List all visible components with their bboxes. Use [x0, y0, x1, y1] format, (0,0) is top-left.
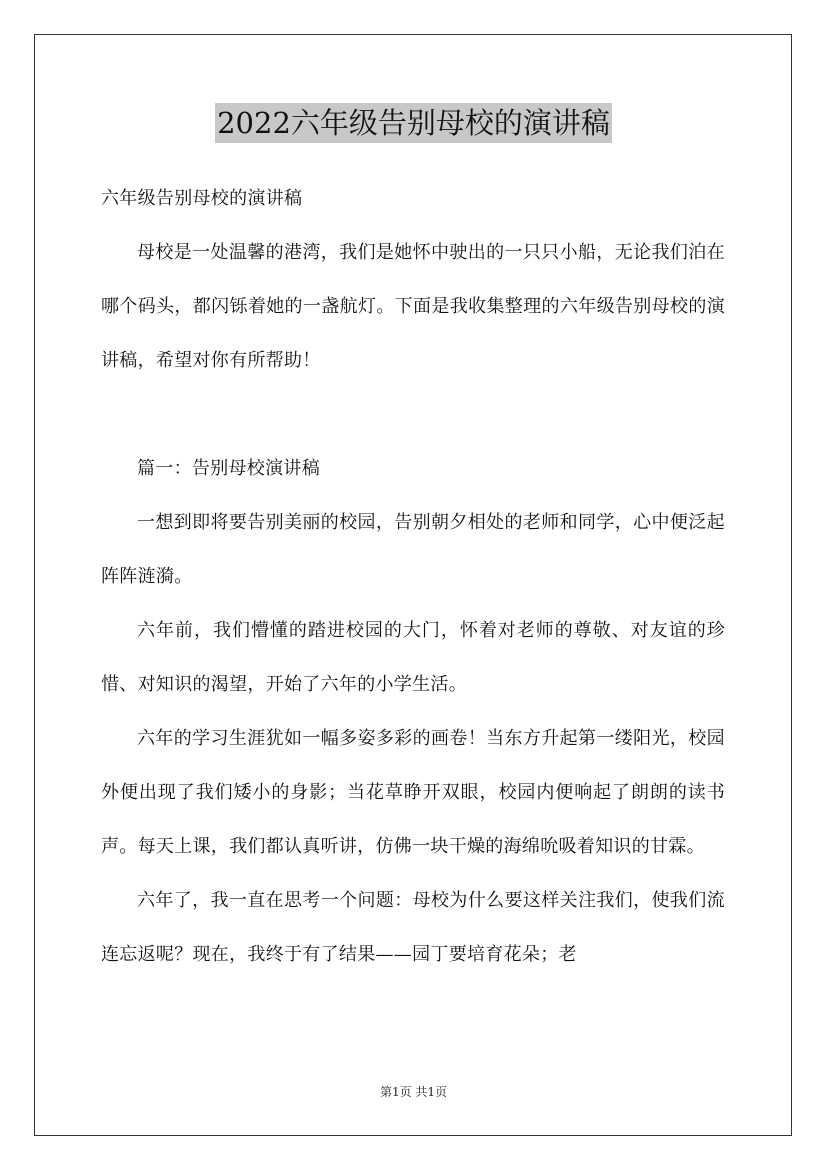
blank-line	[101, 388, 725, 442]
section-heading: 篇一：告别母校演讲稿	[137, 458, 320, 479]
body-paragraph: 六年了，我一直在思考一个问题：母校为什么要这样关注我们，使我们流连忘返呢？现在，我终于有了结果——园丁要培育花朵；老	[101, 890, 725, 965]
body-paragraph: 六年前，我们懵懂的踏进校园的大门，怀着对老师的尊敬、对友谊的珍惜、对知识的渴望，开始了六年的小学生活。	[101, 620, 725, 695]
intro-paragraph: 母校是一处温馨的港湾，我们是她怀中驶出的一只只小船，无论我们泊在哪个码头，都闪铄着她的一盏航灯。下面是我收集整理的六年级告别母校的演讲稿，希望对你有所帮助！	[101, 242, 725, 371]
body-paragraph: 一想到即将要告别美丽的校园，告别朝夕相处的老师和同学，心中便泛起阵阵涟漪。	[101, 512, 725, 587]
subtitle-paragraph: 六年级告别母校的演讲稿	[101, 188, 303, 209]
page-footer: 第1页 共1页	[379, 1085, 448, 1099]
document-body	[101, 172, 725, 982]
document-title-text: 2022六年级告别母校的演讲稿	[215, 103, 612, 143]
document-title	[0, 103, 827, 143]
body-paragraph: 六年的学习生涯犹如一幅多姿多彩的画卷！当东方升起第一缕阳光，校园外便出现了我们矮小的身影；当花草睁开双眼，校园内便响起了朗朗的读书声。每天上课，我们都认真听讲，仿佛一块干燥的海绵吮吸着知识的甘霖。	[101, 728, 725, 857]
